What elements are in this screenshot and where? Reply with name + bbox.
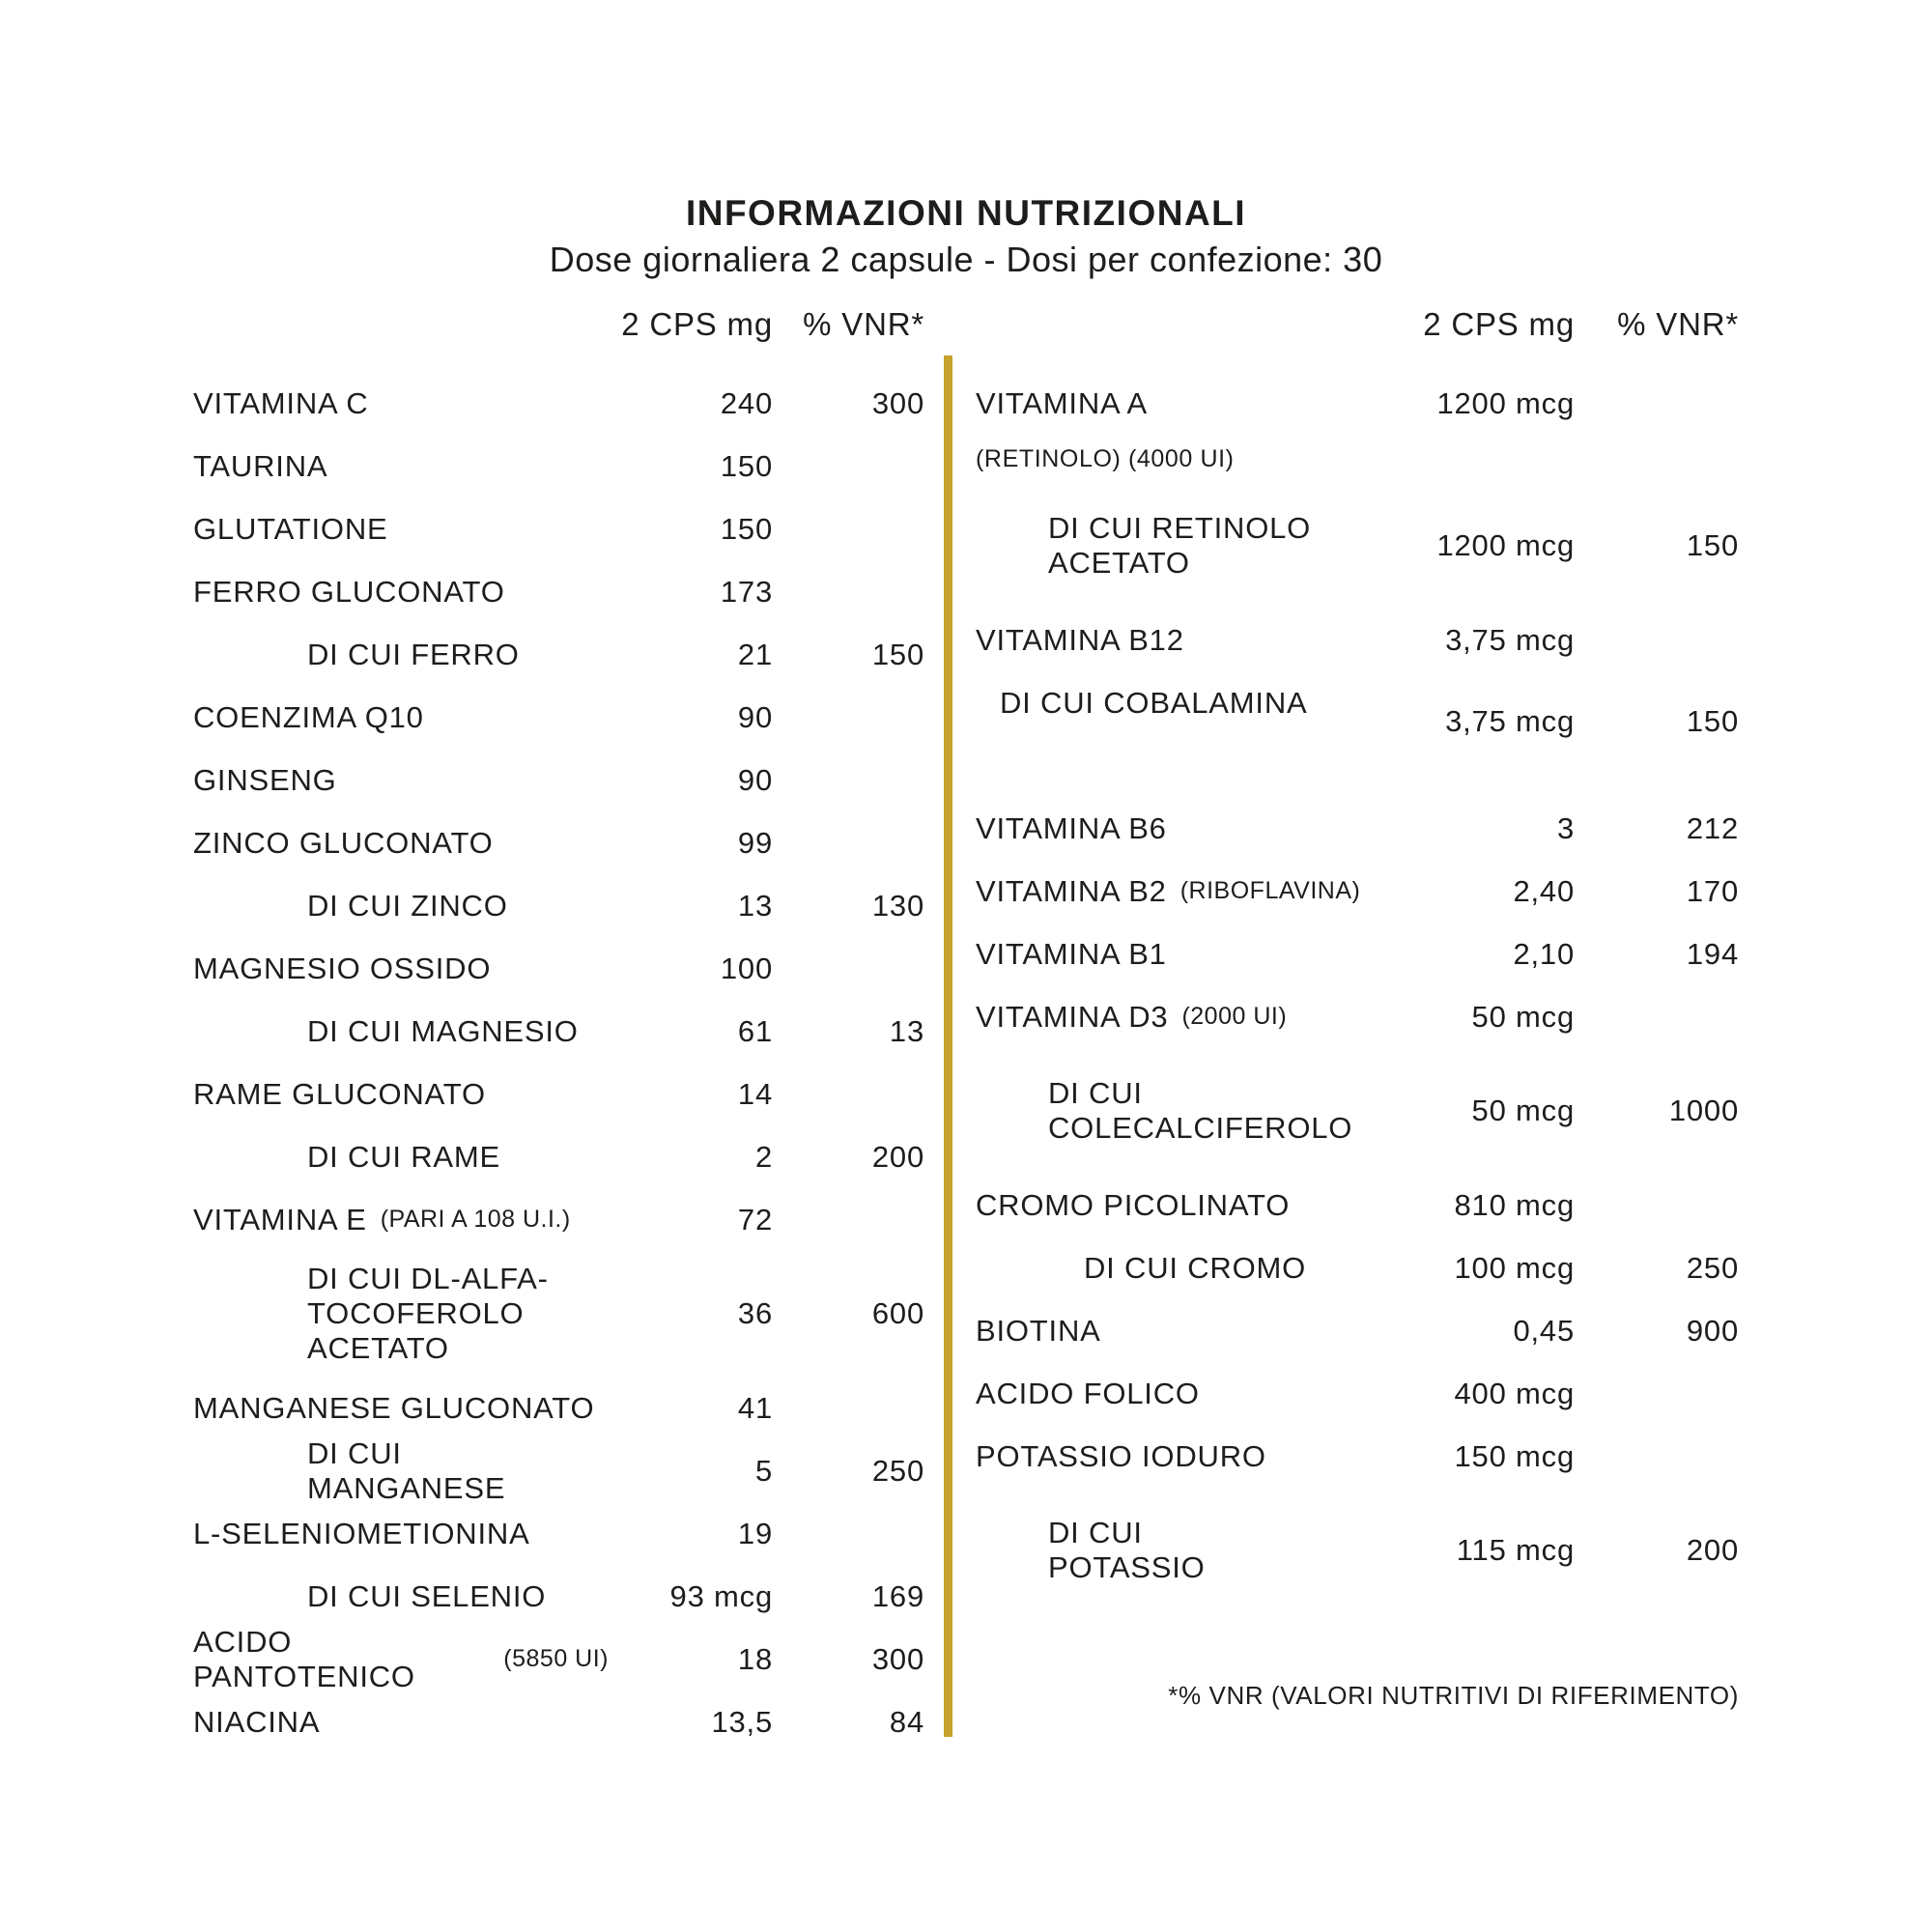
nutrient-name-line: TOCOFEROLO ACETATO — [307, 1296, 525, 1365]
nutrient-name — [976, 811, 1362, 846]
nutrient-name — [193, 386, 609, 421]
amount-value: 41 — [737, 1390, 773, 1425]
amount-value: 2,10 — [1513, 936, 1575, 971]
table-row — [193, 1000, 924, 1063]
nutrient-name — [976, 1251, 1362, 1286]
nutrient-name-note: (5850 UI) — [503, 1645, 609, 1672]
nutrient-name-lines — [1048, 511, 1311, 581]
nutrient-name-text: DI CUI CROMO — [1084, 1250, 1307, 1285]
nutrient-name — [976, 386, 1362, 421]
table-row — [193, 497, 924, 560]
table-row — [976, 1488, 1739, 1613]
nutrient-name-text: ZINCO GLUCONATO — [193, 825, 494, 860]
amount-value: 115 mcg — [1456, 1533, 1575, 1567]
nutrient-name-line: DI CUI — [1048, 1516, 1143, 1550]
table-row — [976, 483, 1739, 609]
table-row — [193, 811, 924, 874]
amount-value: 72 — [737, 1202, 773, 1236]
nutrient-name-text: DI CUI ZINCO — [307, 888, 508, 923]
page-title: INFORMAZIONI NUTRIZIONALI — [685, 193, 1247, 233]
amount-value: 18 — [737, 1641, 773, 1676]
nutrient-name — [193, 1014, 609, 1049]
amount-value: 3,75 mcg — [1445, 704, 1575, 738]
nutrient-name — [193, 763, 609, 798]
table-row — [193, 1690, 924, 1753]
table-row — [976, 671, 1739, 797]
table-row — [193, 1063, 924, 1125]
nutrient-name — [976, 1516, 1362, 1585]
vnr-value: 200 — [871, 1139, 924, 1174]
nutrient-name — [193, 1391, 609, 1426]
nutrient-name — [976, 1076, 1362, 1146]
amount-value: 150 — [720, 511, 773, 546]
nutrient-name — [976, 1000, 1362, 1035]
nutrient-name-text: VITAMINA A — [976, 385, 1148, 420]
nutrient-name-text: CROMO PICOLINATO — [976, 1187, 1291, 1222]
table-row — [193, 1565, 924, 1628]
nutrient-name-note: (RIBOFLAVINA) — [1179, 877, 1361, 904]
amount-value: 150 — [720, 448, 773, 483]
table-row — [193, 686, 924, 749]
table-row — [193, 749, 924, 811]
nutrient-name — [193, 575, 609, 610]
vnr-value: 84 — [889, 1704, 924, 1739]
amount-value: 14 — [737, 1076, 773, 1111]
amount-value: 1200 mcg — [1436, 528, 1575, 562]
vnr-value: 169 — [871, 1578, 924, 1613]
amount-value: 5 — [754, 1453, 773, 1488]
nutrient-name — [193, 1262, 609, 1366]
table-row — [976, 797, 1739, 860]
nutrient-name-line: DI CUI — [1048, 1076, 1143, 1111]
nutrient-name — [193, 1203, 609, 1237]
nutrient-name — [976, 1377, 1362, 1411]
vnr-value: 300 — [871, 1641, 924, 1676]
nutrient-name — [976, 874, 1362, 909]
table-row — [976, 1362, 1739, 1425]
nutrient-name-text: L-SELENIOMETIONINA — [193, 1516, 530, 1550]
vertical-divider — [944, 355, 952, 1737]
nutrient-name-note: (2000 UI) — [1181, 1003, 1288, 1030]
nutrient-name — [193, 449, 609, 484]
vnr-footnote: *% VNR (VALORI NUTRITIVI DI RIFERIMENTO) — [1168, 1681, 1739, 1710]
table-row — [976, 985, 1739, 1048]
amount-value: 240 — [720, 385, 773, 420]
nutrient-name-text: VITAMINA E — [193, 1202, 367, 1236]
nutrient-name-text: VITAMINA D3 — [976, 999, 1169, 1034]
table-row — [193, 435, 924, 497]
nutrient-name-line: DI CUI RETINOLO — [1048, 511, 1312, 546]
nutrient-name — [193, 1077, 609, 1112]
nutrient-name-text: COENZIMA Q10 — [193, 699, 424, 734]
nutrient-name-text: POTASSIO IODURO — [976, 1438, 1266, 1473]
vnr-value: 212 — [1686, 810, 1739, 845]
nutrient-name — [193, 952, 609, 986]
table-body — [976, 372, 1739, 1613]
nutrient-name — [976, 623, 1362, 658]
nutrient-name-text: RAME GLUCONATO — [193, 1076, 486, 1111]
nutrient-name-text: NIACINA — [193, 1704, 321, 1739]
amount-value: 0,45 — [1513, 1313, 1575, 1348]
table-row — [976, 372, 1739, 435]
nutrient-name-text: DI CUI COBALAMINA — [1000, 685, 1308, 720]
amount-value: 810 mcg — [1454, 1187, 1575, 1222]
amount-value: 36 — [737, 1296, 773, 1330]
table-row — [976, 1425, 1739, 1488]
nutrient-name — [193, 1436, 609, 1506]
column-header-amount: 2 CPS mg — [1423, 306, 1575, 342]
vnr-value: 130 — [871, 888, 924, 923]
nutrient-name-text: BIOTINA — [976, 1313, 1101, 1348]
nutrient-name-text: ACIDO FOLICO — [976, 1376, 1200, 1410]
nutrient-name-line: DI CUI DL-ALFA- — [307, 1262, 549, 1296]
amount-value: 19 — [737, 1516, 773, 1550]
amount-value: 173 — [720, 574, 773, 609]
vnr-value: 150 — [1686, 528, 1739, 562]
amount-value: 50 mcg — [1471, 999, 1575, 1034]
nutrient-name — [193, 826, 609, 861]
nutrient-name — [193, 1517, 609, 1551]
nutrient-name-text: VITAMINA B12 — [976, 622, 1184, 657]
nutrient-name — [193, 1579, 609, 1614]
nutrient-note-row — [976, 435, 1739, 483]
nutrient-name — [976, 511, 1362, 581]
nutrient-name-text: MANGANESE GLUCONATO — [193, 1390, 595, 1425]
amount-value: 50 mcg — [1471, 1094, 1575, 1127]
vnr-value: 200 — [1686, 1533, 1739, 1567]
vnr-value: 150 — [1686, 704, 1739, 738]
table-row — [193, 372, 924, 435]
table-body — [193, 372, 924, 1753]
nutrients-table-left — [193, 299, 924, 1753]
table-row — [976, 1236, 1739, 1299]
nutrient-name — [193, 1625, 609, 1694]
nutrient-name — [976, 1314, 1362, 1349]
nutrient-name-line: ACETATO — [1048, 546, 1190, 580]
nutrient-name — [976, 671, 1362, 734]
amount-value: 3 — [1556, 810, 1575, 845]
amount-value: 3,75 mcg — [1445, 622, 1575, 657]
vnr-value: 150 — [871, 637, 924, 671]
table-row — [193, 1502, 924, 1565]
nutrient-name-text: VITAMINA B6 — [976, 810, 1167, 845]
vnr-value: 900 — [1686, 1313, 1739, 1348]
page-subtitle: Dose giornaliera 2 capsule - Dosi per confezione: 30 — [549, 240, 1383, 279]
amount-value: 100 mcg — [1454, 1250, 1575, 1285]
nutrient-name-lines — [1048, 1516, 1206, 1585]
nutrient-name-text: DI CUI SELENIO — [307, 1578, 547, 1613]
nutrient-name-note: (PARI A 108 U.I.) — [380, 1206, 571, 1233]
nutrient-name-text: DI CUI MAGNESIO — [307, 1013, 579, 1048]
amount-value: 13 — [737, 888, 773, 923]
nutrient-name-text: VITAMINA B2 — [976, 873, 1167, 908]
table-row — [193, 874, 924, 937]
amount-value: 400 mcg — [1454, 1376, 1575, 1410]
nutrient-name-text: FERRO GLUCONATO — [193, 574, 505, 609]
table-row — [976, 923, 1739, 985]
nutrient-name-lines — [1048, 1076, 1352, 1146]
vnr-value: 300 — [871, 385, 924, 420]
vnr-value: 170 — [1686, 873, 1739, 908]
column-header-vnr: % VNR* — [1617, 306, 1739, 342]
amount-value: 13,5 — [711, 1704, 773, 1739]
vnr-value: 1000 — [1668, 1094, 1739, 1127]
nutrient-name-text: ACIDO PANTOTENICO — [193, 1624, 415, 1693]
table-row — [976, 860, 1739, 923]
nutrient-name-line: COLECALCIFEROLO — [1048, 1111, 1353, 1145]
nutrient-name-lines — [307, 1262, 609, 1366]
table-row — [193, 560, 924, 623]
table-row — [976, 1174, 1739, 1236]
amount-value: 150 mcg — [1454, 1438, 1575, 1473]
nutrient-name — [193, 700, 609, 735]
nutrient-name-text: DI CUI FERRO — [307, 637, 520, 671]
amount-value: 90 — [737, 762, 773, 797]
nutrient-name — [193, 889, 609, 923]
amount-value: 2,40 — [1513, 873, 1575, 908]
nutrient-name — [193, 1705, 609, 1740]
nutrient-name-text: DI CUI RAME — [307, 1139, 500, 1174]
vnr-value: 13 — [889, 1013, 924, 1048]
nutrient-name-text: VITAMINA C — [193, 385, 369, 420]
nutrient-name-text: GINSENG — [193, 762, 337, 797]
nutrient-name-text: MAGNESIO OSSIDO — [193, 951, 492, 985]
amount-value: 99 — [737, 825, 773, 860]
vnr-value: 250 — [871, 1453, 924, 1488]
table-row — [193, 1377, 924, 1439]
table-row — [976, 1048, 1739, 1174]
amount-value: 100 — [720, 951, 773, 985]
nutrient-name-text: VITAMINA B1 — [976, 936, 1167, 971]
table-row — [193, 1251, 924, 1377]
column-header-amount: 2 CPS mg — [621, 306, 773, 342]
table-row — [193, 1188, 924, 1251]
vnr-value: 600 — [871, 1296, 924, 1330]
table-row — [193, 1125, 924, 1188]
amount-value: 61 — [737, 1013, 773, 1048]
nutrient-name-text: (RETINOLO) (4000 UI) — [976, 444, 1235, 472]
table-header — [976, 299, 1739, 372]
table-header — [193, 299, 924, 372]
amount-value: 21 — [737, 637, 773, 671]
table-row — [193, 1435, 924, 1505]
nutrient-name — [193, 638, 609, 672]
amount-value: 93 mcg — [669, 1578, 773, 1613]
amount-value: 90 — [737, 699, 773, 734]
amount-value: 1200 mcg — [1436, 385, 1575, 420]
table-row — [193, 1624, 924, 1693]
nutrient-name — [976, 1188, 1362, 1223]
nutrient-name-text: DI CUI MANGANESE — [307, 1435, 506, 1505]
nutrient-name — [193, 1140, 609, 1175]
nutrients-table-right — [976, 299, 1739, 1711]
nutrient-name-text: GLUTATIONE — [193, 511, 388, 546]
nutrient-name-line: POTASSIO — [1048, 1550, 1206, 1584]
nutrient-name — [976, 445, 1362, 473]
table-row — [976, 1299, 1739, 1362]
table-row — [193, 937, 924, 1000]
table-row — [976, 609, 1739, 671]
vnr-value: 194 — [1686, 936, 1739, 971]
vnr-value: 250 — [1686, 1250, 1739, 1285]
nutrient-name-text: TAURINA — [193, 448, 328, 483]
table-row — [193, 623, 924, 686]
column-header-vnr: % VNR* — [803, 306, 924, 342]
nutrient-name — [976, 937, 1362, 972]
nutrient-name — [976, 1439, 1362, 1474]
nutrient-name — [193, 512, 609, 547]
amount-value: 2 — [754, 1139, 773, 1174]
